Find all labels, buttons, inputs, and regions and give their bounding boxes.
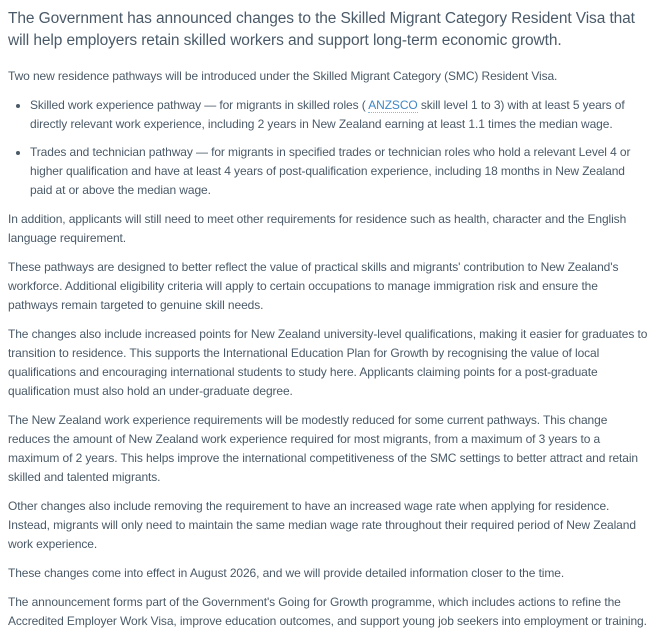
paragraph-wage-rate: Other changes also include removing the requirement to have an increased wage rate when applying for residence. Instead, migrants will only need to maintain the same median wage rate throughout their required period of New Zealand work experience.	[8, 499, 636, 551]
bullet-text-post: skill level 1 to 3) with at least 5 years of directly relevant work experience, including 2 years in New Zealand earning at least 1.1 times the median wage.	[30, 98, 625, 131]
anzsco-link[interactable]: ANZSCO	[368, 98, 418, 112]
paragraph-effective-date: These changes come into effect in August 2026, and we will provide detailed information closer to the time.	[8, 566, 565, 580]
lead-paragraph: Two new residence pathways will be introduced under the Skilled Migrant Category (SMC) Resident Visa.	[8, 69, 558, 83]
bullet-text-pre: Skilled work experience pathway — for migrants in skilled roles (	[30, 98, 369, 112]
paragraph-other-requirements: In addition, applicants will still need to meet other requirements for residence such as health, character and the English language requirement.	[8, 212, 627, 245]
paragraph-pathways-design: These pathways are designed to better reflect the value of practical skills and migrants' contribution to New Zealand's workforce. Additional eligibility criteria will apply to certain occupations to manage immigration risk and ensure the pathways remain targeted to genuine skill needs.	[8, 260, 619, 312]
list-item-skilled-work-pathway	[30, 96, 648, 134]
paragraph-university-points: The changes also include increased points for New Zealand university-level qualifications, making it easier for graduates to transition to residence. This supports the International Education Plan for Growth by recognising the value of local qualifications and encouraging international students to study here. Applicants claiming points for a post-graduate qualification must also hold an under-graduate degree.	[8, 327, 648, 398]
article-intro: The Government has announced changes to the Skilled Migrant Category Resident Visa that will help employers retain skilled workers and support long-term economic growth.	[8, 10, 635, 49]
paragraph-work-experience-reduction: The New Zealand work experience requirements will be modestly reduced for some current pathways. This change reduces the amount of New Zealand work experience required for most migrants, from a maximum of 3 years to a maximum of 2 years. This helps improve the international competitiveness of the SMC settings to better attract and retain skilled and talented migrants.	[8, 413, 638, 484]
pathways-list	[8, 96, 648, 200]
list-item-trades-technician-pathway: • Trades and technician pathway — for migrants in specified trades or technician roles who hold a relevant Level 4 or higher qualification and have at least 4 years of post-qualification experience, including 18 months in New Zealand paid at or above the median wage.	[30, 143, 648, 200]
paragraph-going-for-growth: The announcement forms part of the Government's Going for Growth programme, which includes actions to refine the Accredited Employer Work Visa, improve education outcomes, and support young job seekers into employment or training.	[8, 595, 647, 628]
